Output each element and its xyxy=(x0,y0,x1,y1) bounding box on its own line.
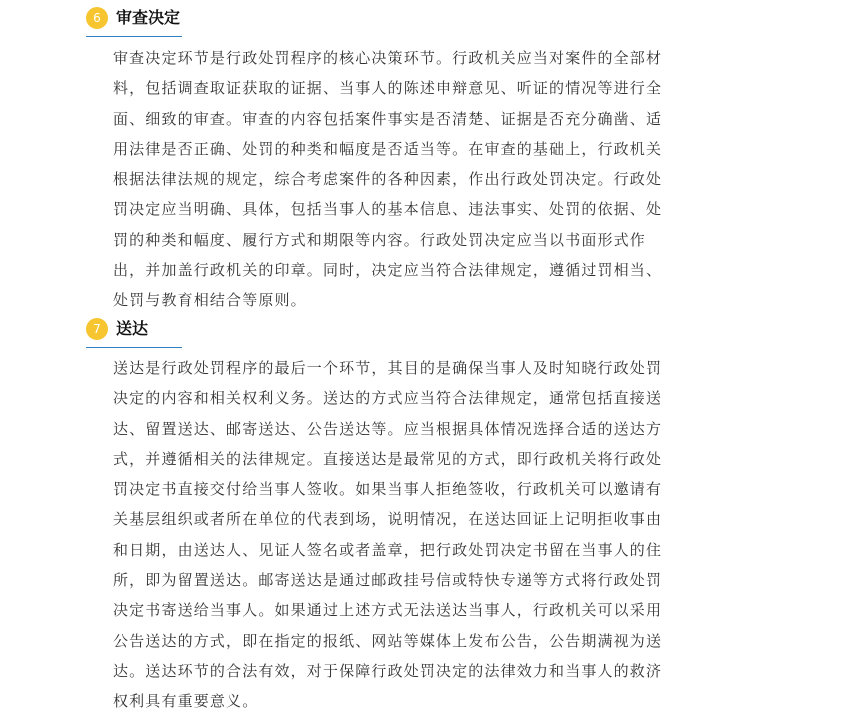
paragraph-line: 送达是行政处罚程序的最后一个环节，其目的是确保当事人及时知晓行政处罚 xyxy=(113,359,663,377)
section-title-underline xyxy=(86,36,182,37)
paragraph-line: 用法律是否正确、处罚的种类和幅度是否适当等。在审查的基础上，行政机关 xyxy=(113,139,663,158)
paragraph-line: 所，即为留置送达。邮寄送达是通过邮政挂号信或特快专递等方式将行政处罚 xyxy=(113,571,663,590)
paragraph-line: 关基层组织或者所在单位的代表到场，说明情况，在送达回证上记明拒收事由 xyxy=(113,510,663,529)
paragraph-line: 审查决定环节是行政处罚程序的核心决策环节。行政机关应当对案件的全部材 xyxy=(113,49,663,67)
section-body xyxy=(113,353,749,717)
paragraph-line: 式，并遵循相关的法律规定。直接送达是最常见的方式，即行政机关将行政处 xyxy=(113,449,663,468)
paragraph-line: 公告送达的方式，即在指定的报纸、网站等媒体上发布公告，公告期满视为送 xyxy=(113,631,663,650)
section-number-badge: 6 xyxy=(86,7,108,29)
paragraph-line: 罚的种类和幅度、履行方式和期限等内容。行政处罚决定应当以书面形式作 xyxy=(113,230,646,249)
section-title: 送达 xyxy=(116,319,149,338)
section-title-underline xyxy=(86,347,182,348)
section-number-badge: 7 xyxy=(86,318,108,340)
paragraph-line: 处罚与教育相结合等原则。 xyxy=(113,291,307,310)
section-header xyxy=(86,2,236,34)
paragraph-line: 罚决定书直接交付给当事人签收。如果当事人拒绝签收，行政机关可以邀请有 xyxy=(113,480,663,499)
paragraph-line: 料，包括调查取证获取的证据、当事人的陈述申辩意见、听证的情况等进行全 xyxy=(113,79,663,98)
paragraph-line: 罚决定应当明确、具体，包括当事人的基本信息、违法事实、处罚的依据、处 xyxy=(113,200,663,219)
paragraph-line: 决定的内容和相关权利义务。送达的方式应当符合法律规定，通常包括直接送 xyxy=(113,389,663,408)
section-body xyxy=(113,43,749,316)
paragraph-line: 和日期，由送达人、见证人签名或者盖章，把行政处罚决定书留在当事人的住 xyxy=(113,540,663,559)
paragraph-line: 决定书寄送给当事人。如果通过上述方式无法送达当事人，行政机关可以采用 xyxy=(113,601,663,620)
paragraph-line: 达。送达环节的合法有效，对于保障行政处罚决定的法律效力和当事人的救济 xyxy=(113,661,663,680)
section-title: 审查决定 xyxy=(116,8,181,27)
paragraph-line: 权利具有重要意义。 xyxy=(113,692,259,711)
paragraph-line: 达、留置送达、邮寄送达、公告送达等。应当根据具体情况选择合适的送达方 xyxy=(113,419,663,438)
paragraph-line: 出，并加盖行政机关的印章。同时，决定应当符合法律规定，遵循过罚相当、 xyxy=(113,261,663,280)
section-header xyxy=(86,313,236,345)
paragraph-line: 面、细致的审查。审查的内容包括案件事实是否清楚、证据是否充分确凿、适 xyxy=(113,109,663,128)
paragraph-line: 根据法律法规的规定，综合考虑案件的各种因素，作出行政处罚决定。行政处 xyxy=(113,170,663,189)
